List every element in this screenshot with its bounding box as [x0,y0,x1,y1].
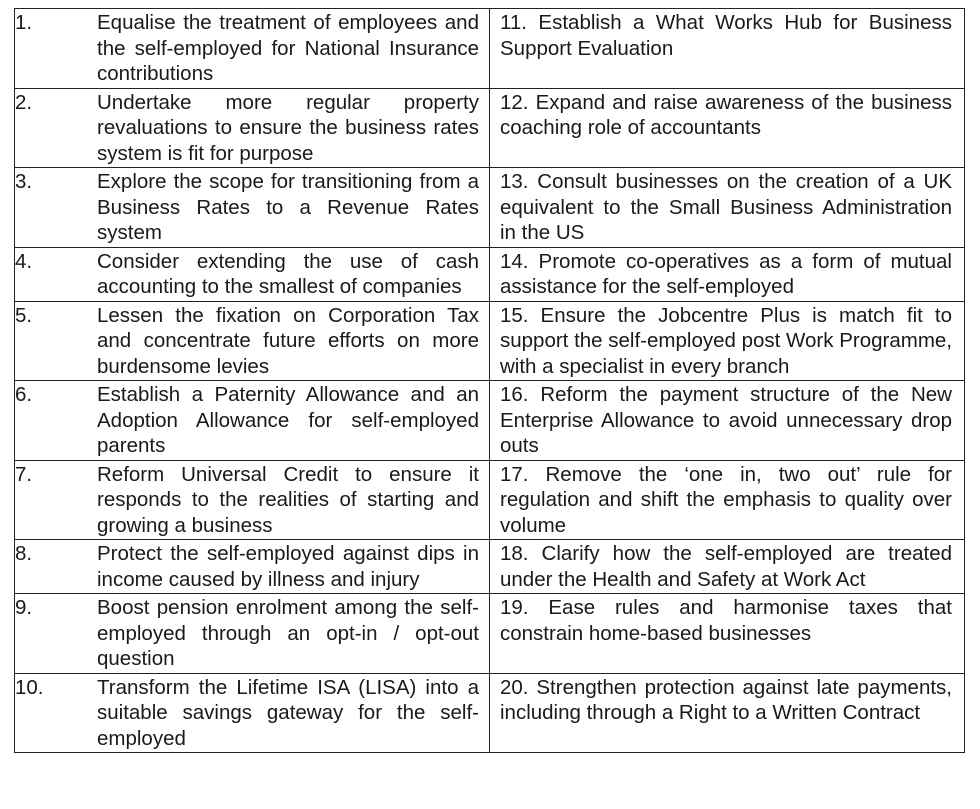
recommendation-number: 7. [15,462,33,486]
recommendation-number: 6. [15,383,33,406]
table-row [15,594,965,674]
recommendation-number: 9. [15,596,33,619]
recommendation-text: Transform the Lifetime ISA (LISA) into a suitable savings gateway for the self-employed [97,675,479,750]
table-row [15,168,965,248]
recommendation-cell-right: 11. Establish a What Works Hub for Business Support Evaluation [490,9,965,89]
table-row [15,301,965,381]
recommendation-cell-left [15,460,490,540]
recommendation-cell-left [15,594,490,674]
recommendation-text: Lessen the fixation on Corporation Tax and concentrate future efforts on more burdensome levies [97,303,479,378]
recommendation-cell-right: 20. Strengthen protection against late payments, including through a Right to a Written Contract [490,673,965,753]
recommendation-number: 3. [15,170,33,193]
recommendation-cell-right: 13. Consult businesses on the creation of a UK equivalent to the Small Business Administration in the US [490,168,965,248]
recommendation-text: Equalise the treatment of employees and the self-employed for National Insurance contributions [97,11,479,85]
recommendations-table [14,8,965,753]
recommendation-text: Protect the self-employed against dips in income caused by illness and injury [97,542,479,591]
recommendation-cell-right: 16. Reform the payment structure of the New Enterprise Allowance to avoid unnecessary drop outs [490,381,965,461]
recommendation-number: 4. [15,249,33,273]
table-row [15,381,965,461]
recommendation-cell-left [15,247,490,301]
table-row [15,673,965,753]
table-row [15,247,965,301]
recommendation-cell-left [15,673,490,753]
recommendation-text: Consider extending the use of cash accounting to the smallest of companies [97,249,479,298]
table-row [15,460,965,540]
table-row [15,88,965,168]
recommendation-text: Undertake more regular property revaluations to ensure the business rates system is fit for purpose [97,90,479,165]
recommendation-cell-left [15,168,490,248]
recommendation-cell-left [15,88,490,168]
recommendation-number: 5. [15,303,33,327]
recommendation-number: 2. [15,90,33,114]
recommendation-cell-right: 19. Ease rules and harmonise taxes that constrain home-based businesses [490,594,965,674]
recommendation-text: Establish a Paternity Allowance and an Adoption Allowance for self-employed parents [97,383,479,457]
recommendation-cell-left [15,540,490,594]
recommendation-number: 10. [15,675,44,699]
recommendation-number: 1. [15,11,33,34]
recommendation-text: Boost pension enrolment among the self-employed through an opt-in / opt-out question [97,596,479,670]
recommendation-cell-right: 14. Promote co-operatives as a form of mutual assistance for the self-employed [490,247,965,301]
recommendation-cell-left [15,9,490,89]
recommendation-cell-left [15,301,490,381]
recommendation-cell-right: 15. Ensure the Jobcentre Plus is match fit to support the self-employed post Work Programme, with a specialist in every branch [490,301,965,381]
table-row [15,540,965,594]
recommendation-cell-left [15,381,490,461]
recommendation-cell-right: 18. Clarify how the self-employed are treated under the Health and Safety at Work Act [490,540,965,594]
recommendation-cell-right: 12. Expand and raise awareness of the business coaching role of accountants [490,88,965,168]
recommendation-number: 8. [15,542,33,565]
recommendation-text: Explore the scope for transitioning from a Business Rates to a Revenue Rates system [97,170,479,244]
recommendations-table-body [15,9,965,753]
recommendation-cell-right: 17. Remove the ‘one in, two out’ rule for regulation and shift the emphasis to quality over volume [490,460,965,540]
recommendation-text: Reform Universal Credit to ensure it responds to the realities of starting and growing a business [97,462,479,537]
table-row [15,9,965,89]
